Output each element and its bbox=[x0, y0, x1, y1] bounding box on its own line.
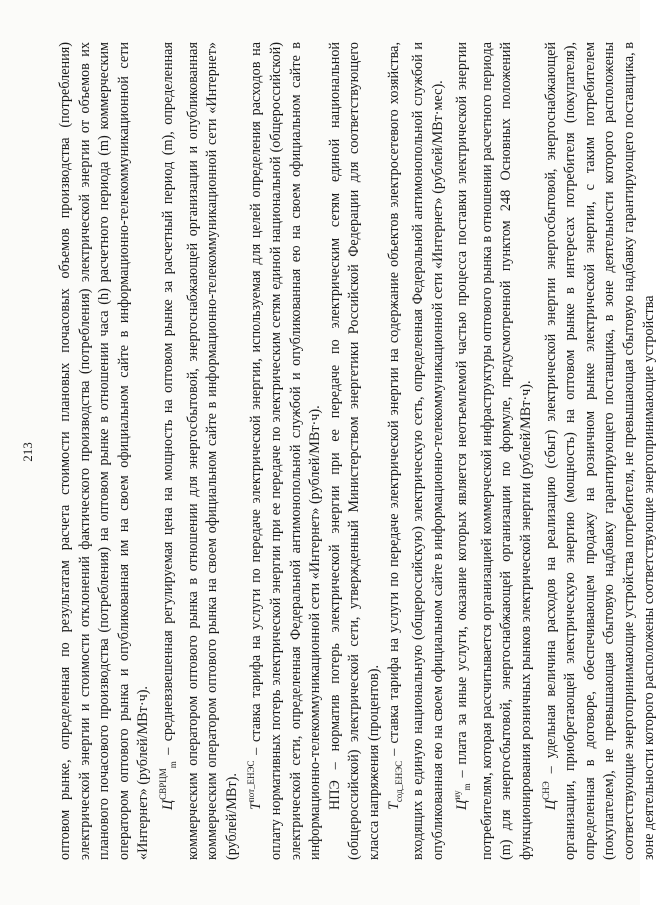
paragraph-definition-sales-cost bbox=[537, 42, 659, 860]
formula-symbol bbox=[248, 761, 264, 810]
paragraph-definition-other-services bbox=[448, 42, 536, 860]
document-body bbox=[56, 42, 659, 860]
paragraph-definition-price-capacity bbox=[154, 42, 242, 860]
paragraph-text: оптовом рынке, определенная по результатам расчета стоимости плановых почасовых объемов производства (потребления) электрической энергии и стоимости отклонений фактического производства (потребления) электрической энергии от объемов их планового почасового производства (потребления) на оптовом рынке в отношении часа (h) расчетного периода (m) коммерческим оператором оптового рынка и опубликованная им на своем официальном сайте в информационно-телекоммуникационной сети «Интернет» (рублей/МВт·ч). bbox=[57, 42, 152, 860]
symbol-base: Ц bbox=[542, 799, 559, 810]
paragraph-continuation bbox=[56, 42, 154, 860]
symbol-subscript: m bbox=[462, 783, 473, 791]
page-number: 213 bbox=[20, 442, 35, 462]
formula-symbol bbox=[452, 783, 473, 810]
symbol-base: Ц bbox=[159, 799, 176, 810]
symbol-superscript: пот_ЕНЭС bbox=[246, 760, 257, 803]
symbol-superscript: СВРЦМ bbox=[157, 768, 168, 800]
symbol-superscript: СНЭ bbox=[540, 781, 551, 800]
rotated-page-content bbox=[20, 22, 657, 882]
formula-symbol bbox=[540, 781, 559, 810]
formula-symbol bbox=[386, 761, 402, 810]
paragraph-definition-loss-tariff bbox=[242, 42, 325, 860]
symbol-superscript: иу bbox=[452, 790, 463, 800]
paragraph-text: – ставка тарифа на услуги по передаче электрической энергии на содержание объектов электросетевого хозяйства, входящих в единую национальную (общероссийскую) электрическую сеть, определенная Федеральной антимонопольной службой и опубликованная ею на своем официальном сайте в информационно-телекоммуникационной сети «Интернет» (рублей/МВт·мес). bbox=[385, 42, 446, 860]
paragraph-text: – плата за иные услуги, оказание которых является неотъемлемой частью процесса поставки электрической энергии потребителям, которая рассчитывается организацией коммерческой инфраструктуры оптового рынка в отношении расчетного периода (m) для энергосбытовой, энергоснабжающей организации по формуле, предусмотренной пунктом 248 Основных положений функционирования розничных рынков электрической энергии (рублей/МВт·ч). bbox=[454, 42, 535, 860]
symbol-subscript: сод_ЕНЭС bbox=[393, 760, 404, 803]
paragraph-definition-maintenance-tariff bbox=[385, 42, 449, 860]
paragraph-text: – средневзвешенная регулируемая цена на мощность на оптовом рынке за расчетный период (m), определенная коммерческим оператором оптового рынка в отношении для энергосбытовой, энергоснабжающей организации и опубликованная коммерческим оператором оптового рынка на своем официальном сайте в информационно-телекоммуникационной сети «Интернет» (рублей/МВт). bbox=[159, 42, 240, 860]
paragraph-text: НПЭ – норматив потерь электрической энергии при ее передаче по электрическим сетям единой национальной (общероссийской) электрической сети, утвержденный Министерством энергетики Российской Федерации для соответствующего класса напряжения (процентов). bbox=[326, 42, 382, 860]
paragraph-definition-loss-norm bbox=[326, 42, 385, 860]
symbol-subscript: m bbox=[167, 761, 178, 769]
formula-symbol bbox=[157, 761, 178, 810]
paragraph-text: – ставка тарифа на услуги по передаче электрической энергии, используемая для целей определения расходов на оплату нормативных потерь электрической энергии при ее передаче по электрическим сетям единой национальной (общероссийской) электрической сети, определенная Федеральной антимонопольной службой и опубликованная ею на своем официальном сайте в информационно-телекоммуникационной сети «Интернет» (рублей/МВт·ч). bbox=[248, 42, 324, 860]
paragraph-text: – удельная величина расходов на реализацию (сбыт) электрической энергии энергосбытовой, энергоснабжающей организации, приобретающей электрическую энергию (мощность) на оптовом рынке в интересах потребителя (покупателя), определенная в договоре, обеспечивающем продажу на розничном рынке электрической энергии, с таким потребителем (покупателем), не превышающая сбытовую надбавку гарантирующего поставщика, в зоне деятельности которого расположены соответствующие энергопринимающие устройства потребителя, не превышающая сбытовую надбавку гарантирующего поставщика, в зоне деятельности которого расположены соответствующие энергопринимающие устройства bbox=[542, 42, 657, 860]
symbol-base: T bbox=[248, 802, 265, 810]
symbol-base: T bbox=[385, 802, 402, 810]
symbol-base: Ц bbox=[454, 799, 471, 810]
